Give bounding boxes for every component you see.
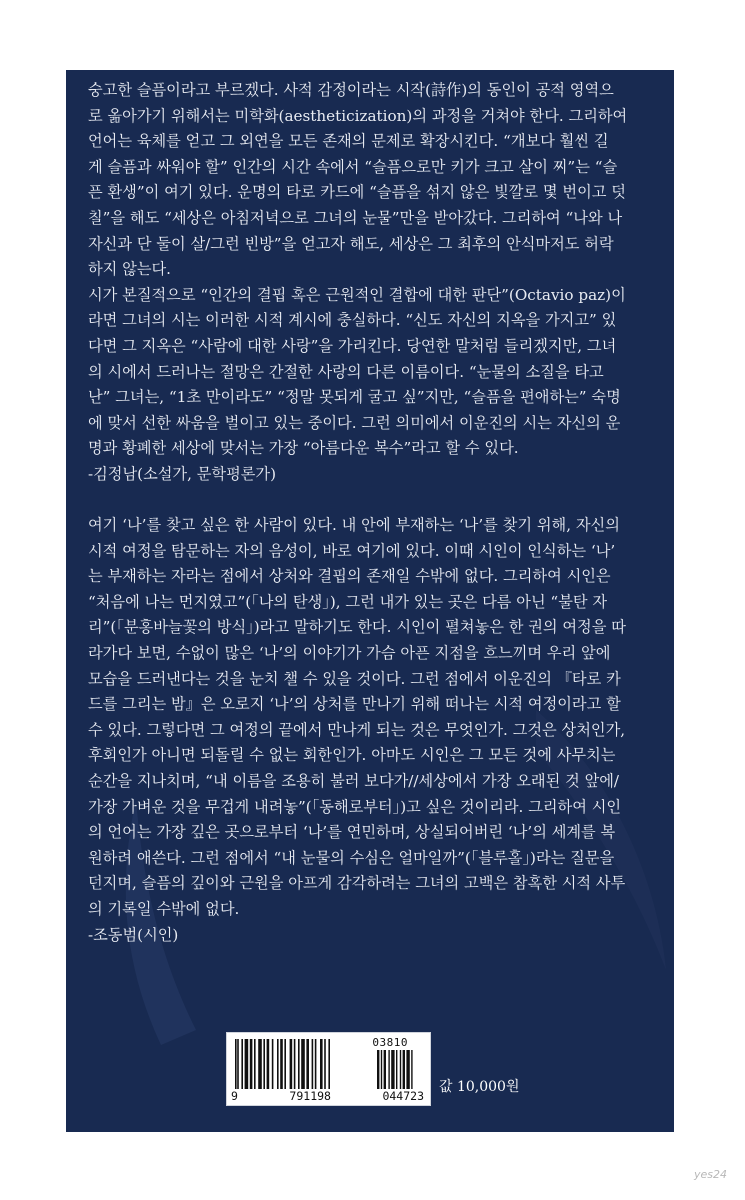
review-1 [88,78,654,488]
isbn-prefix: 9 [231,1089,238,1103]
text-line: 게 슬픔과 싸워야 할” 인간의 시간 속에서 “슬픔으로만 키가 크고 살이 찌”는 “슬 [88,157,618,176]
barcode-bar [277,1039,279,1089]
barcode-bar [280,1039,283,1089]
text-line: 라면 그녀의 시는 이러한 시적 계시에 충실하다. “신도 자신의 지옥을 가지고” 있 [88,311,617,330]
barcode-bar [294,1039,296,1089]
text-line: 는 부재하는 자라는 점에서 상처와 결핍의 존재일 수밖에 없다. 그리하여 시인은 [88,567,611,586]
barcode-bar [400,1050,401,1089]
paragraph-gap [88,488,654,514]
text-line: 원하려 애쓴다. 그런 점에서 “내 눈물의 수심은 얼마일까”(「블루홀」)라는 질문을 [88,848,615,867]
isbn-number [227,1089,430,1103]
barcode-bar [381,1050,382,1089]
text-line: 로 옮아가기 위해서는 미학화(aestheticization)의 과정을 거쳐야 한다. 그리하여 [88,106,628,125]
barcode-bar [301,1039,305,1089]
text-line: 시가 본질적으로 “인간의 결핍 혹은 근원적인 결합에 대한 판단”(Octavio paz)이 [88,285,626,304]
barcode-bar [254,1039,256,1089]
barcode-bar [284,1039,286,1089]
text-line: 하지 않는다. [88,260,172,279]
barcode-bar [237,1039,239,1089]
barcode-bar [241,1039,243,1089]
watermark-logo: yes24 [694,1168,728,1181]
text-line: 의 기록일 수밖에 없다. [88,900,240,918]
barcode-bar [377,1050,379,1089]
isbn-barcode [226,1032,431,1106]
text-line: 드를 그리는 밤』은 오로지 ‘나’의 상처를 만나기 위해 떠나는 시적 여정이라고 할 [88,695,621,714]
text-line: 모습을 드러낸다는 것을 눈치 챌 수 있을 것이다. 그런 점에서 이운진의 『타로 카 [88,669,621,688]
text-line: 의 언어는 가장 깊은 곳으로부터 ‘나’를 연민하며, 상실되어버린 ‘나’의 세계를 복 [88,823,616,842]
text-line: 여기 ‘나’를 찾고 싶은 한 사람이 있다. 내 안에 부재하는 ‘나’를 찾기 위해, 자신의 [88,516,620,535]
text-line: “처음에 나는 먼지였고”(「나의 탄생」), 그런 내가 있는 곳은 다름 아닌 “불탄 자 [88,592,608,611]
review-text [88,78,654,948]
barcode-bar [391,1050,394,1089]
text-line: 던지며, 슬픔의 깊이와 근원을 아프게 감각하려는 그녀의 고백은 참혹한 시적 사투 [88,874,626,893]
review-2 [88,513,654,948]
text-line: 순간을 지나치며, “내 이름을 조용히 불러 보다가//세상에서 가장 오래된 것 앞에/ [88,772,620,791]
text-line: 난” 그녀는, “1초 만이라도” “정말 못되게 굴고 싶”지만, “슬픔을 편애하는” 숙명 [88,388,621,407]
barcode-addon-number: 03810 [372,1036,408,1049]
barcode-bar [235,1039,237,1089]
barcode-bar [312,1039,314,1089]
price-label: 값 10,000원 [439,1079,520,1095]
text-line: 수 있다. 그렇다면 그 여정의 끝에서 만나게 되는 것은 무엇인가. 그것은 상처인가, [88,720,626,739]
barcode-bar [388,1050,389,1089]
text-line: 언어는 육체를 얻고 그 외연을 모든 존재의 문제로 확장시킨다. “개보다 훨씬 길 [88,132,609,151]
barcode-bar [263,1039,265,1089]
barcode-bar [306,1039,309,1089]
back-cover [66,70,674,1132]
text-line: 다면 그 지옥은 “사람에 대한 사랑”을 가리킨다. 당연한 말처럼 들리겠지만, 그녀 [88,336,617,355]
barcode-bar [328,1039,330,1089]
barcode-bar [290,1039,293,1089]
text-line: 에 맞서 선한 싸움을 벌이고 있는 중이다. 그런 의미에서 이운진의 시는 자신의 운 [88,413,621,432]
text-line: 라가다 보면, 수없이 많은 ‘나’의 이야기가 가슴 아픈 지점을 흐느끼며 우리 앞에 [88,644,611,663]
text-line: 자신과 단 둘이 살/그런 빈방”을 얻고자 해도, 세상은 그 최후의 안식마저도 허락 [88,234,614,253]
barcode-bar [245,1039,249,1089]
text-line: 명과 황폐한 세상에 맞서는 가장 “아름다운 복수”라고 할 수 있다. [88,439,519,458]
text-line: 칠”을 해도 “세상은 아침저녁으로 그녀의 눈물”만을 받아갔다. 그리하여 “나와 나 [88,208,623,227]
text-line: 후회인가 아니면 되돌릴 수 없는 회한인가. 아마도 시인은 그 모든 것에 사무치는 [88,746,616,765]
text-line: 리”(「분홍바늘꽃의 방식」)라고 말하기도 한다. 시인이 펼쳐놓은 한 권의 여정을 따 [88,618,626,637]
barcode-bar [324,1039,326,1089]
barcode-bar [298,1039,300,1089]
isbn-group-1: 791198 [289,1089,331,1103]
isbn-group-2: 044723 [382,1089,424,1103]
text-line: 픈 환생”이 여기 있다. 운명의 타로 카드에 “슬픔을 섞지 않은 빛깔로 몇 번이고 덧 [88,183,626,202]
review-2-author: -조동범(시인) [88,925,179,944]
text-line: 숭고한 슬픔이라고 부르겠다. 사적 감정이라는 시작(詩作)의 동인이 공적 영역으 [88,81,614,99]
text-line: 시적 여정을 탐문하는 자의 음성이, 바로 여기에 있다. 이때 시인이 인식하는 ‘나’ [88,541,616,560]
barcode-bar [320,1039,323,1089]
barcode-bar [406,1050,409,1089]
text-line: 가장 가벼운 것을 무겁게 내려놓”(「동해로부터」)고 싶은 것이리라. 그리하여 시인 [88,797,622,816]
barcode-bar [403,1050,405,1089]
barcode-bar [267,1039,270,1089]
review-1-author: -김정남(소설가, 문학평론가) [88,464,277,483]
barcode-bar [384,1050,386,1089]
barcode-bar [272,1039,274,1089]
text-line: 의 시에서 드러나는 절망은 간절한 사랑의 다른 이름이다. “눈물의 소질을 타고 [88,362,604,381]
barcode-bar [250,1039,253,1089]
barcode-bar [258,1039,262,1089]
barcode-bar [315,1039,317,1089]
barcode-bar [411,1050,412,1089]
barcode-bar [396,1050,397,1089]
